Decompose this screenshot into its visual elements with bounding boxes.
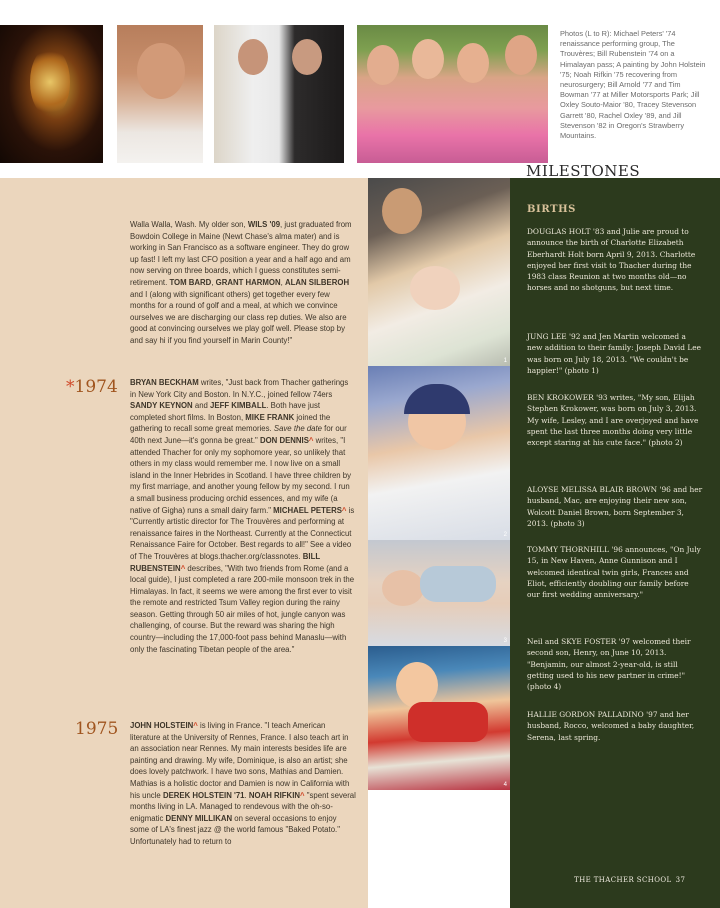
caret-icon: ^ (180, 563, 186, 573)
person-name: WILS '09 (247, 220, 281, 229)
caret-icon: ^ (341, 505, 347, 515)
births-heading: BIRTHS (527, 204, 576, 215)
birth-announcement: BEN KROKOWER '93 writes, "My son, Elijah Stephen Krokower, was born on July 3, 2013. My wife, Lesley, and I are overjoyed and have spent the last three months doing very little except staring at his cute face." (photo 2) (527, 393, 699, 448)
photo-number: 4 (503, 782, 507, 788)
class-year-1974: *1974 (66, 377, 118, 397)
photo-number: 2 (503, 532, 507, 538)
photo-number: 1 (503, 358, 507, 364)
caret-icon: ^ (300, 790, 305, 800)
photo-strawberry-mountains (357, 25, 548, 163)
baby-photo-4 (368, 646, 510, 790)
person-name: NOAH RIFKIN (248, 790, 300, 800)
class-note-paragraph: JOHN HOLSTEIN^ is living in France. "I teach American literature at the University of Rennes, France. I also teach art in an association near Rennes. My main interests besides life are painting and drawing. My wife, Dominique, is also an artist; she does lovely patchwork. I have two sons, Mathias and Damien. Mathias is a holistic doctor and Damien is now in California with his uncle DEREK HOLSTEIN '71. NOAH RIFKIN^ "spent several months living in LA. Managed to rendevous with the oh-so-enigmatic DENNY MILLIKAN on several occasions to enjoy some of LA's finest jazz @ the world famous "Baked Potato." Unfortunately had to return to (130, 721, 356, 846)
photo-number: 3 (503, 638, 507, 644)
birth-announcement: DOUGLAS HOLT '83 and Julie are proud to announce the birth of Charlotte Elizabeth Eberhardt Holt born April 9, 2013. Charlotte enjoyed her first visit to Thacher during the 1983 class Reunion at two months old—no horses and no shotguns, but next time. (527, 227, 696, 293)
person-name: GRANT HARMON (215, 277, 281, 287)
person-name: JEFF KIMBALL (210, 401, 267, 411)
class-note-paragraph: BRYAN BECKHAM writes, "Just back from Thacher gatherings in New York City and Boston. In N.Y.C., joined fellow 74ers SANDY KEYNON and JEFF KIMBALL. Both have just completed short films. In Boston, MIKE FRANK joined the gathering to recall some great memories. Save the date for our 40th next June—it's gonna be great." DON DENNIS^ writes, "I attended Thacher for only my sophomore year, so unlikely that others in my class would remember me. I now live on a small island in the Inner Hebrides in Scotland. I have three children by my first marriage, and another young fellow by my second. I run a small business producing orchid essences, and my wife (a native of Gigha) runs a small dairy farm." MICHAEL PETERS^ is "Currently artistic director for The Trouvères and performing at renaissance faires in the Northeast. Currently at the Connecticut Renaissance Faire for October. Best regards to all!" See a video of The Trouvères at blogs.thacher.org/classnotes. BILL RUBENSTEIN^ describes, "With two friends from Rome (and a local guide), I just completed a rare 200-mile monsoon trek in the Himalayas. In fact, it seems we were among the first ever to visit the remote and restricted Tsum Valley region during the rainy season. Getting through 50 air miles of hot, jungle canyon was challenging, of course. But the reward was sharing the high country—including the 17,000-foot pass behind Manaslu—with only the fascinating Tibetan people of the area." (130, 378, 355, 654)
person-name: SANDY KEYNON (130, 401, 193, 411)
caret-icon: ^ (308, 435, 314, 445)
person-name: BILL RUBENSTEIN (130, 551, 320, 573)
baby-photo-1 (368, 178, 510, 366)
birth-announcement: TOMMY THORNHILL '96 announces, "On July 15, in New Haven, Anne Gunnison and I welcomed identical twin girls, Frances and Eliot, efficiently doubling our family before our first wedding anniversary." (527, 545, 701, 600)
caret-icon: ^ (193, 721, 198, 730)
photo-himalayan-pass (117, 25, 203, 163)
person-name: TOM BARD (169, 277, 212, 287)
baby-photo-3 (368, 540, 510, 646)
birth-announcement: ALOYSE MELISSA BLAIR BROWN '96 and her husband, Mac, are enjoying their new son, Wolcott Daniel Brown, born September 3, 2013. (photo 3) (527, 485, 703, 528)
school-name: THE THACHER SCHOOL (574, 876, 672, 884)
person-name: MIKE FRANK (245, 412, 295, 422)
baby-photo-2 (368, 366, 510, 540)
section-title: MILESTONES (526, 162, 641, 180)
page-number: 37 (675, 876, 686, 884)
page-footer (574, 876, 685, 884)
birth-announcement: JUNG LEE '92 and Jen Martin welcomed a new addition to their family: Joseph David Lee was born on July 18, 2013. "We couldn't be happier!" (photo 1) (527, 332, 701, 375)
star-icon: * (66, 377, 75, 397)
person-name: DON DENNIS (259, 435, 309, 445)
photo-motorsports-park (214, 25, 344, 163)
person-name: DEREK HOLSTEIN '71 (162, 790, 245, 800)
person-name: ALAN SILBEROH (284, 277, 350, 287)
class-year-1975: 1975 (75, 719, 119, 739)
photo-trouveres (0, 25, 103, 163)
birth-announcement: Neil and SKYE FOSTER '97 welcomed their second son, Henry, on June 10, 2013. "Benjamin, our almost 2-year-old, is still getting used to his new partner in crime!" (photo 4) (527, 637, 691, 692)
class-note-paragraph: Walla Walla, Wash. My older son, WILS '09, just graduated from Bowdoin College in Maine (Newt Chase's alma mater) and is working in San Francisco as a software engineer. They do grow up fast! I left my last CFO position a year and a half ago and am now serving on three boards, which I guess constitutes semi-retirement. TOM BARD, GRANT HARMON, ALAN SILBEROH and I (along with significant others) get together every few months for a round of golf and a meal, at which we convince ourselves we are discharging our class rep duties. We also are good at convincing ourselves we play golf well. Please stop by and say hi if you find yourself in Marin County!" (130, 220, 352, 345)
person-name: JOHN HOLSTEIN (130, 721, 194, 730)
photo-captions: Photos (L to R): Michael Peters' '74 renaissance performing group, The Trouvères; Bill Rubenstein '74 on a Himalayan pass; A painting by John Holstein '75; Noah Rifkin '75 recovering from neurosurgery; Bill Arnold '77 and Tim Bowman '77 at Miller Motorsports Park; Jill Oxley Souto-Maior '80, Tracey Stevenson Garrett '80, Rachel Oxley '89, and Jill Stevenson '82 in Oregon's Strawberry Mountains. (560, 29, 706, 141)
person-name: DENNY MILLIKAN (165, 813, 233, 823)
birth-announcement: HALLIE GORDON PALLADINO '97 and her husband, Rocco, welcomed a baby daughter, Serena, last spring. (527, 710, 695, 742)
person-name: BRYAN BECKHAM (130, 378, 199, 387)
person-name: MICHAEL PETERS (273, 505, 342, 515)
